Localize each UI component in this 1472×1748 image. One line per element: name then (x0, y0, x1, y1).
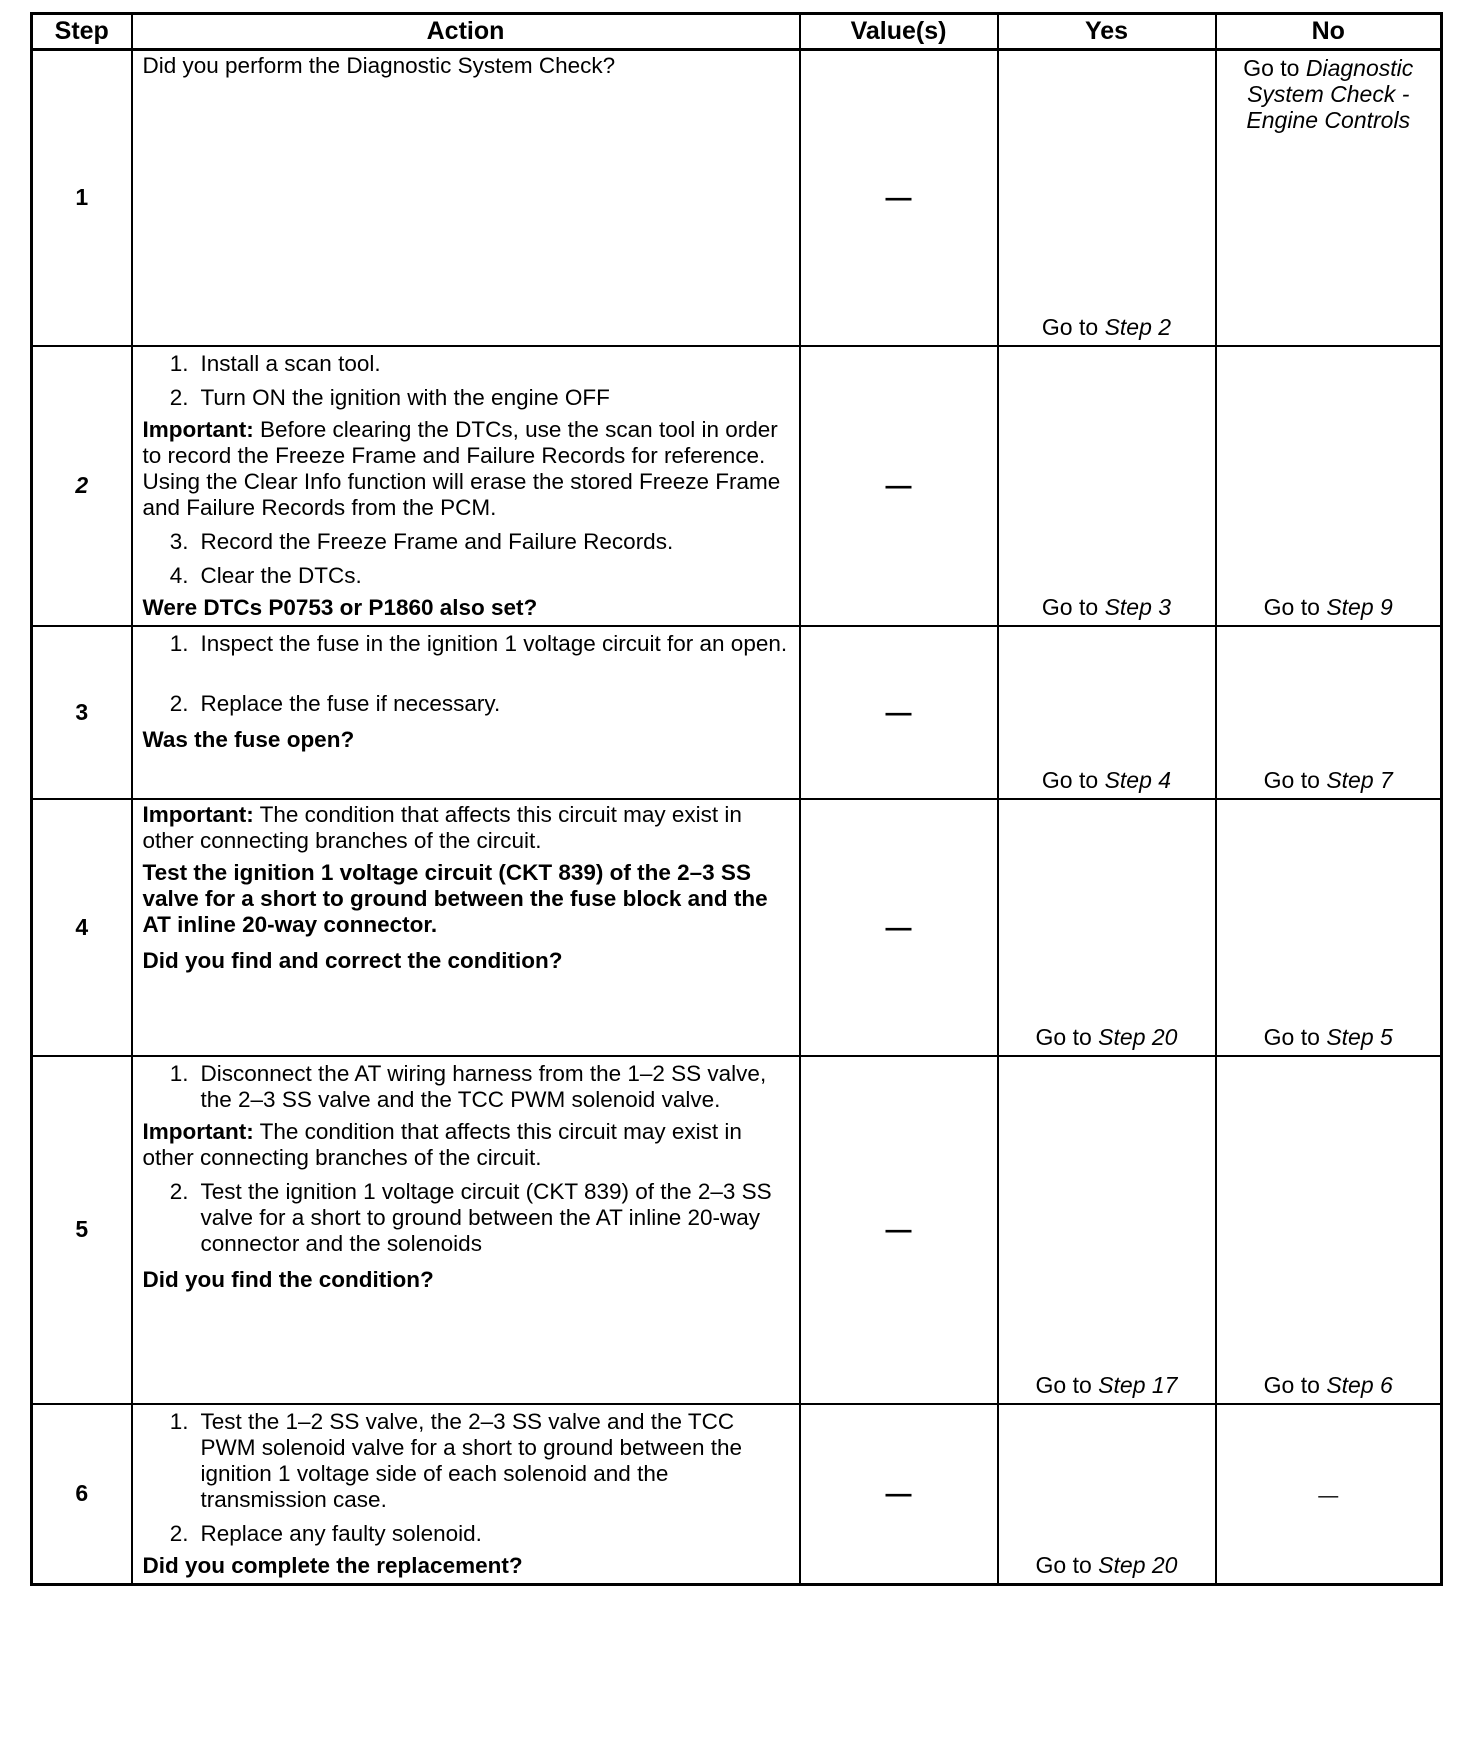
header-values: Value(s) (800, 14, 998, 50)
table-row (32, 1056, 1442, 1404)
value-cell: — (800, 50, 998, 346)
value-cell: — (800, 799, 998, 1056)
header-row (32, 14, 1442, 50)
action-question: Did you complete the replacement? (142, 1552, 523, 1578)
no-link: Go to Step 5 (1263, 1023, 1393, 1050)
value-cell: — (800, 626, 998, 799)
action-cell (132, 1404, 800, 1585)
action-step-item: 2. Test the ignition 1 voltage circuit (CKT 839) of the 2–3 SS valve for a short to ground between the AT inline 20-way connector and the solenoids (169, 1178, 772, 1256)
value-cell: — (800, 1404, 998, 1585)
header-action: Action (132, 14, 800, 50)
action-step-item: 4. Clear the DTCs. (169, 562, 362, 588)
no-link: Go to Step 6 (1263, 1371, 1393, 1398)
header-step: Step (32, 14, 132, 50)
table-row (32, 1404, 1442, 1585)
action-question: Did you find and correct the condition? (142, 947, 563, 973)
action-cell (132, 346, 800, 626)
yes-cell (998, 799, 1216, 1056)
action-question: Was the fuse open? (142, 726, 355, 752)
action-step-item: 2. Replace the fuse if necessary. (169, 690, 501, 716)
action-cell (132, 799, 800, 1056)
action-step-item: 1. Test the 1–2 SS valve, the 2–3 SS valve and the TCC PWM solenoid valve for a short to ground between the ignition 1 voltage side of each solenoid and the transmission case. (169, 1408, 743, 1512)
action-question: Did you find the condition? (142, 1266, 434, 1292)
yes-link: Go to Step 4 (1041, 766, 1172, 793)
action-step-item: 1. Install a scan tool. (169, 350, 381, 376)
action-step-item: 2. Replace any faulty solenoid. (169, 1520, 482, 1546)
action-text: Test the ignition 1 voltage circuit (CKT 839) of the 2–3 SS valve for a short to ground between the fuse block and the AT inline 20-way connector. (142, 859, 768, 937)
no-link: Go to Step 7 (1263, 766, 1393, 793)
yes-cell (998, 346, 1216, 626)
important-note: Important: Before clearing the DTCs, use the scan tool in order to record the Freeze Frame and Failure Records for reference. Using the Clear Info function will erase the stored Freeze Frame and Failure Records from the PCM. (142, 416, 781, 520)
no-cell (1216, 1056, 1442, 1404)
table-row (32, 50, 1442, 346)
yes-cell (998, 1056, 1216, 1404)
step-number: 6 (32, 1404, 132, 1585)
yes-cell (998, 1404, 1216, 1585)
step-number: 2 (32, 346, 132, 626)
action-step-item: 1. Inspect the fuse in the ignition 1 voltage circuit for an open. (169, 630, 788, 656)
step-number: 1 (32, 50, 132, 346)
no-cell (1216, 799, 1442, 1056)
step-number: 5 (32, 1056, 132, 1404)
action-text: Did you perform the Diagnostic System Check? (142, 53, 616, 78)
action-cell (132, 626, 800, 799)
important-note: Important: The condition that affects this circuit may exist in other connecting branches of the circuit. (142, 801, 742, 853)
action-cell (132, 1056, 800, 1404)
no-cell (1216, 626, 1442, 799)
diagnostic-table (30, 12, 1443, 1586)
no-link: Go to Step 9 (1263, 593, 1393, 620)
table-row (32, 346, 1442, 626)
yes-cell (998, 626, 1216, 799)
value-cell: — (800, 346, 998, 626)
header-no: No (1216, 14, 1442, 50)
value-cell: — (800, 1056, 998, 1404)
yes-link: Go to Step 20 (1035, 1551, 1178, 1578)
no-link: Go to Diagnostic System Check - Engine Controls (1243, 55, 1414, 133)
yes-link: Go to Step 3 (1041, 593, 1172, 620)
action-step-item: 3. Record the Freeze Frame and Failure Records. (169, 528, 674, 554)
step-number: 4 (32, 799, 132, 1056)
no-value: — (1318, 1484, 1339, 1507)
header-yes: Yes (998, 14, 1216, 50)
important-note: Important: The condition that affects this circuit may exist in other connecting branches of the circuit. (142, 1118, 742, 1170)
no-cell (1216, 50, 1442, 346)
yes-link: Go to Step 17 (1035, 1371, 1178, 1398)
action-question: Were DTCs P0753 or P1860 also set? (142, 594, 538, 620)
no-cell (1216, 1404, 1442, 1585)
action-cell (132, 50, 800, 346)
table-row (32, 799, 1442, 1056)
yes-link: Go to Step 20 (1035, 1023, 1178, 1050)
action-step-item: 1. Disconnect the AT wiring harness from the 1–2 SS valve, the 2–3 SS valve and the TCC PWM solenoid valve. (169, 1060, 767, 1112)
step-number: 3 (32, 626, 132, 799)
table-row (32, 626, 1442, 799)
no-cell (1216, 346, 1442, 626)
action-step-item: 2. Turn ON the ignition with the engine OFF (169, 384, 610, 410)
yes-cell (998, 50, 1216, 346)
yes-link: Go to Step 2 (1041, 313, 1172, 340)
